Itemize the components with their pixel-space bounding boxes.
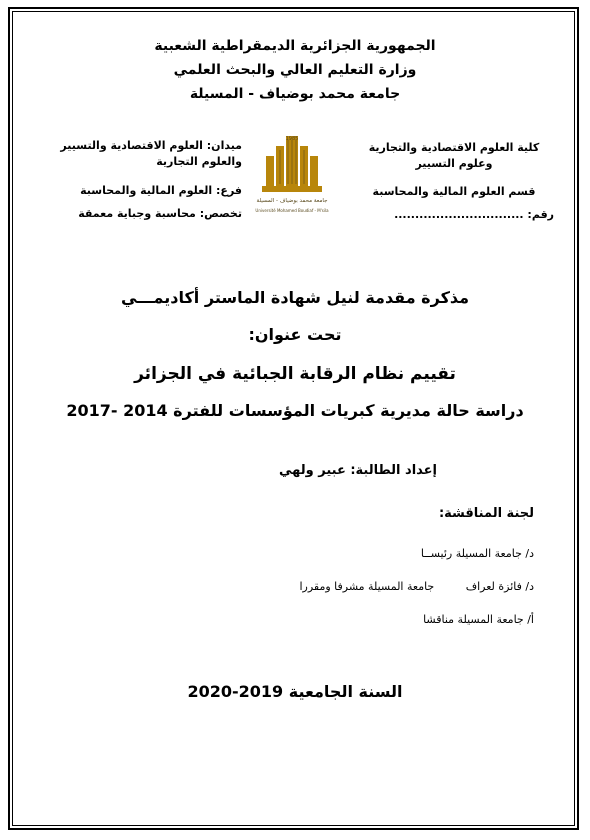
department-name: قسم العلوم المالية والمحاسبة: [372, 185, 536, 198]
ministry-name: وزارة التعليم العالي والبحث العلمي: [173, 62, 417, 78]
case-study: دراسة حالة مديرية كبريات المؤسسات للفترة 2014 -2017: [66, 401, 524, 420]
under-title-label: تحت عنوان:: [248, 325, 342, 344]
university-logo-icon: [252, 130, 332, 220]
student-name: إعداد الطالبة: عبير ولهي: [279, 463, 437, 478]
committee-member-2: د/ فائزة لعراف جامعة المسيلة مشرفا ومقررا: [299, 580, 534, 593]
reference-number: رقم: ...............................: [394, 208, 554, 221]
specialty-label: تخصص: محاسبة وجباية معمقة: [78, 207, 242, 220]
faculty-name: كلية العلوم الاقتصادية والتجارية وعلوم التسيير: [368, 141, 540, 170]
logo-year: 1985: [285, 136, 299, 142]
branch-label: فرع: العلوم المالية والمحاسبة: [80, 184, 242, 197]
thesis-type: مذكرة مقدمة لنيل شهادة الماستر أكاديمـــي: [120, 288, 470, 307]
academic-year: السنة الجامعية 2019-2020: [187, 682, 403, 701]
republic-name: الجمهورية الجزائرية الديمقراطية الشعبية: [154, 38, 436, 54]
thesis-title: تقييم نظام الرقابة الجبائية في الجزائر: [134, 364, 456, 384]
university-name: جامعة محمد بوضياف - المسيلة: [189, 86, 401, 102]
committee-member-1: د/ جامعة المسيلة رئيســا: [420, 547, 534, 560]
field-label: ميدان: العلوم الاقتصادية والتسيير والعلوم التجارية: [60, 139, 242, 168]
committee-member-3: أ/ جامعة المسيلة مناقشا: [423, 613, 534, 626]
committee-heading: لجنة المناقشة:: [438, 506, 534, 521]
logo-name-fr: Université Mohamed Boudiaf - M'sila: [255, 208, 329, 213]
logo-name-ar: جامعة محمد بوضياف - المسيلة: [256, 198, 328, 204]
